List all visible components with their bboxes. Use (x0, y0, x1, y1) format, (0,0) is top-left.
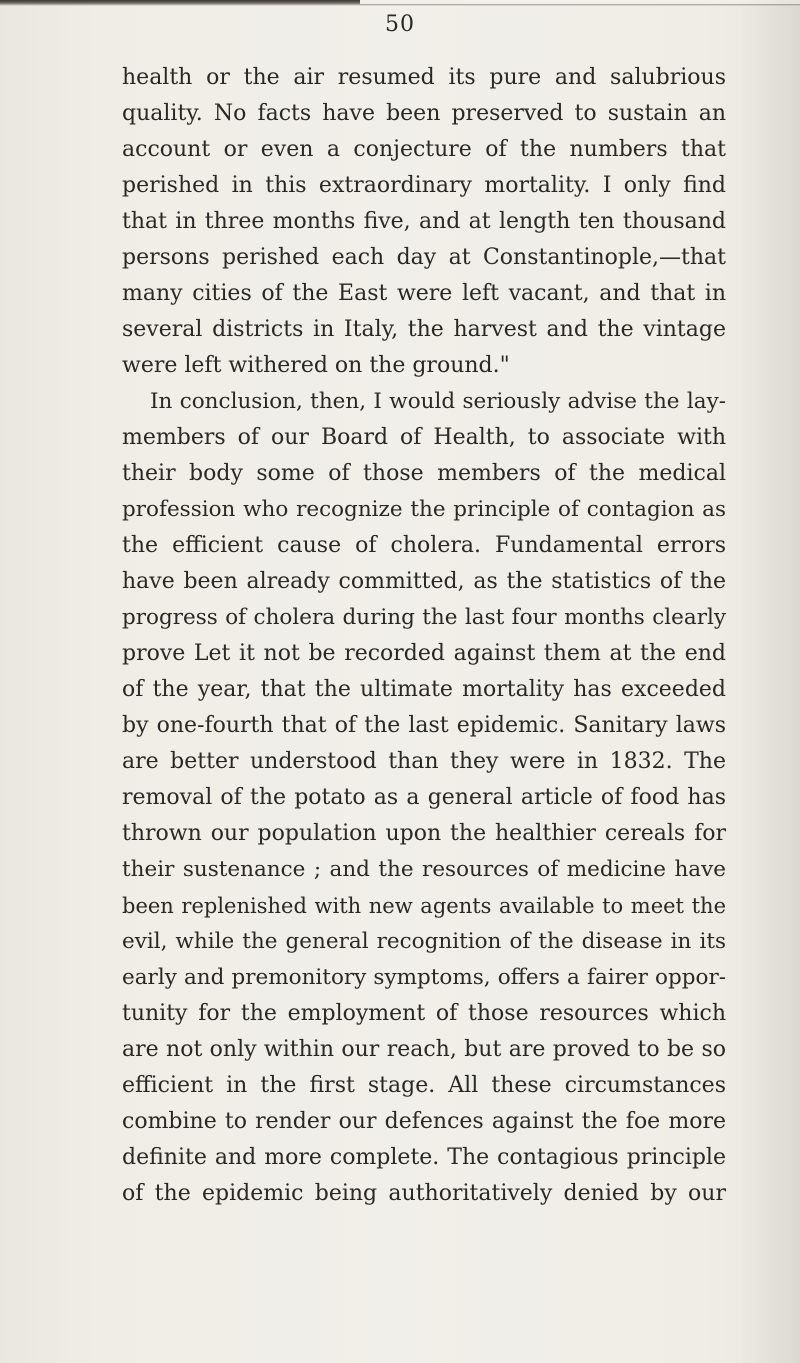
text-line: of the epidemic being authoritatively denied by our (122, 1181, 726, 1206)
page-top-edge (0, 0, 800, 6)
paragraph-start-line: In conclusion, then, I would seriously advise the lay- (150, 389, 726, 414)
text-line: many cities of the East were left vacant, and that in (122, 281, 726, 306)
text-line: profession who recognize the principle of contagion as (122, 497, 726, 522)
text-line: definite and more complete. The contagious principle (122, 1145, 726, 1170)
text-line: early and premonitory symptoms, offers a fairer oppor- (122, 965, 726, 990)
text-line: have been already committed, as the statistics of the (122, 569, 726, 594)
text-line: removal of the potato as a general article of food has (122, 785, 726, 810)
text-line: quality. No facts have been preserved to sustain an (122, 101, 726, 126)
text-line: persons perished each day at Constantinople,—that (122, 245, 726, 270)
text-line: the efficient cause of cholera. Fundamental errors (122, 533, 726, 558)
text-line: their body some of those members of the medical (122, 461, 726, 486)
text-line: their sustenance ; and the resources of medicine have (122, 857, 726, 882)
text-line: are not only within our reach, but are proved to be so (122, 1037, 726, 1062)
text-line: been replenished with new agents available to meet the (122, 894, 726, 918)
text-line: members of our Board of Health, to associate with (122, 425, 726, 450)
text-line: prove Let it not be recorded against them at the end (122, 641, 726, 666)
text-line: account or even a conjecture of the numbers that (122, 137, 726, 162)
page-gutter-shade (740, 0, 800, 1363)
text-line: are better understood than they were in 1832. The (122, 749, 726, 774)
text-line: health or the air resumed its pure and salubrious (122, 65, 726, 90)
text-line: by one-fourth that of the last epidemic. Sanitary laws (122, 713, 726, 738)
text-line: of the year, that the ultimate mortality has exceeded (122, 677, 726, 702)
text-line: combine to render our defences against the foe more (122, 1109, 726, 1134)
text-line: tunity for the employment of those resources which (122, 1001, 726, 1026)
text-line: progress of cholera during the last four months clearly (122, 605, 726, 630)
text-line: perished in this extraordinary mortality. I only find (122, 173, 726, 198)
text-line: were left withered on the ground." (122, 353, 510, 378)
text-line: that in three months five, and at length ten thousand (122, 209, 726, 234)
page-number: 50 (385, 12, 415, 37)
text-line: several districts in Italy, the harvest and the vintage (122, 317, 726, 342)
text-line: evil, while the general recognition of the disease in its (122, 929, 726, 954)
text-line: efficient in the first stage. All these circumstances (122, 1073, 726, 1098)
text-line: thrown our population upon the healthier cereals for (122, 821, 726, 846)
